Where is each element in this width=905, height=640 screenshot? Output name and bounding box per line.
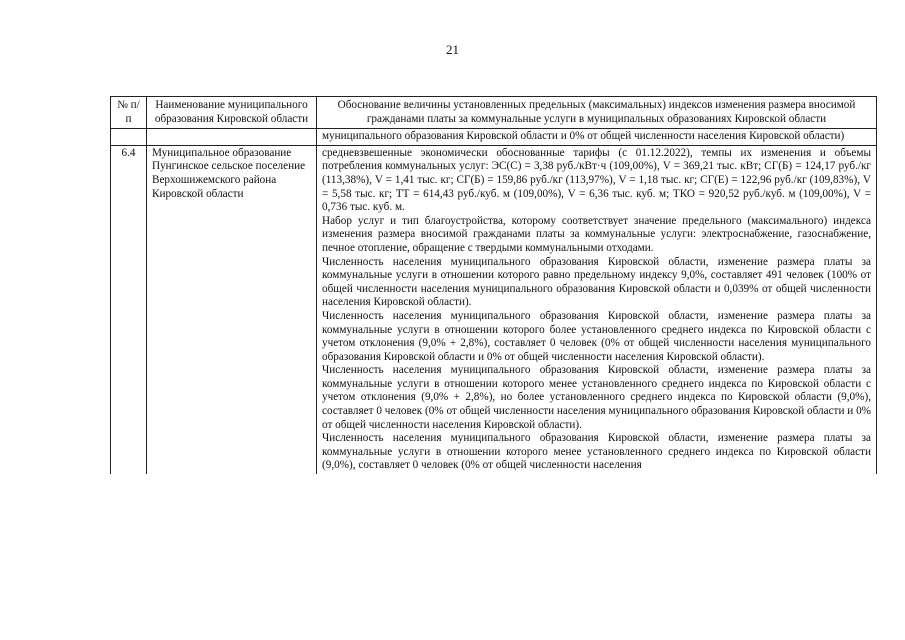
row-number: 6.4 — [111, 145, 147, 474]
population-between-paragraph: Численность населения муниципального образования Кировской области, изменение размера платы за коммунальные услуги в отношении которого менее установленного среднего индекса по Кировской области с учетом отклонения (9,0% + 2,8%), но более установленного среднего индекса по Кировской области (9,0%), составляет 0 человек (0% от общей численности населения муниципального образования Кировской области и 0% от общей численности населения Кировской области). — [322, 364, 871, 431]
continuation-name-cell — [147, 129, 317, 146]
municipality-name: Муниципальное образование Пунгинское сельское поселение Верхошижемского района Кировской области — [147, 145, 317, 474]
population-below-average-paragraph: Численность населения муниципального образования Кировской области, изменение размера платы за коммунальные услуги в отношении которого менее установленного среднего индекса по Кировской области (9,0%), составляет 0 человек (0% от общей численности населения — [322, 432, 871, 472]
tariffs-paragraph: средневзвешенные экономически обоснованные тарифы (с 01.12.2022), темпы их изменения и объемы потребления коммунальных услуг: ЭС(С) = 3,38 руб./кВт·ч (109,00%), V = 369,21 тыс. кВт; СГ(Б) = 124,17 руб./кг (113,38%), V = 1,41 тыс. кг; СГ(Б) = 159,86 руб./кг (113,97%), V = 1,18 тыс. кг; СГ(Е) = 122,96 руб./кг (109,83%), V = 5,58 тыс. кг; ТТ = 614,43 руб./куб. м (109,00%), V = 6,36 тыс. куб. м; ТКО = 920,52 руб./куб. м (109,00%), V = 0,736 тыс. куб. м. — [322, 146, 871, 214]
continuation-text: муниципального образования Кировской области и 0% от общей численности населения Кировской области) — [317, 129, 877, 146]
population-above-deviation-paragraph: Численность населения муниципального образования Кировской области, изменение размера платы за коммунальные услуги в отношении которого более установленного среднего индекса по Кировской области с учетом отклонения (9,0% + 2,8%), составляет 0 человек (0% от общей численности населения муниципального образования Кировской области и 0% от общей численности населения Кировской области). — [322, 309, 871, 363]
header-justification: Обоснование величины установленных предельных (максимальных) индексов изменения размера вносимой гражданами платы за коммунальные услуги в муниципальных образованиях Кировской области — [317, 97, 877, 129]
header-municipality-name: Наименование муниципального образования Кировской области — [147, 97, 317, 129]
table-row-continuation — [111, 129, 877, 146]
tariff-justification-table — [110, 96, 877, 474]
services-set-paragraph: Набор услуг и тип благоустройства, которому соответствует значение предельного (максимального) индекса изменения размера вносимой гражданами платы за коммунальные услуги: электроснабжение, газоснабжение, печное отопление, обращение с твердыми коммунальными отходами. — [322, 214, 871, 254]
page-number: 21 — [446, 42, 459, 57]
justification-cell — [317, 145, 877, 474]
population-equal-index-paragraph: Численность населения муниципального образования Кировской области, изменение размера платы за коммунальные услуги в отношении которого равно предельному индексу 9,0%, составляет 491 человек (100% от общей численности населения муниципального образования Кировской области и 0,039% от общей численности населения Кировской области). — [322, 255, 871, 309]
table-row — [111, 145, 877, 474]
continuation-num-cell — [111, 129, 147, 146]
header-num: № п/п — [111, 97, 147, 129]
table-header-row — [111, 97, 877, 129]
